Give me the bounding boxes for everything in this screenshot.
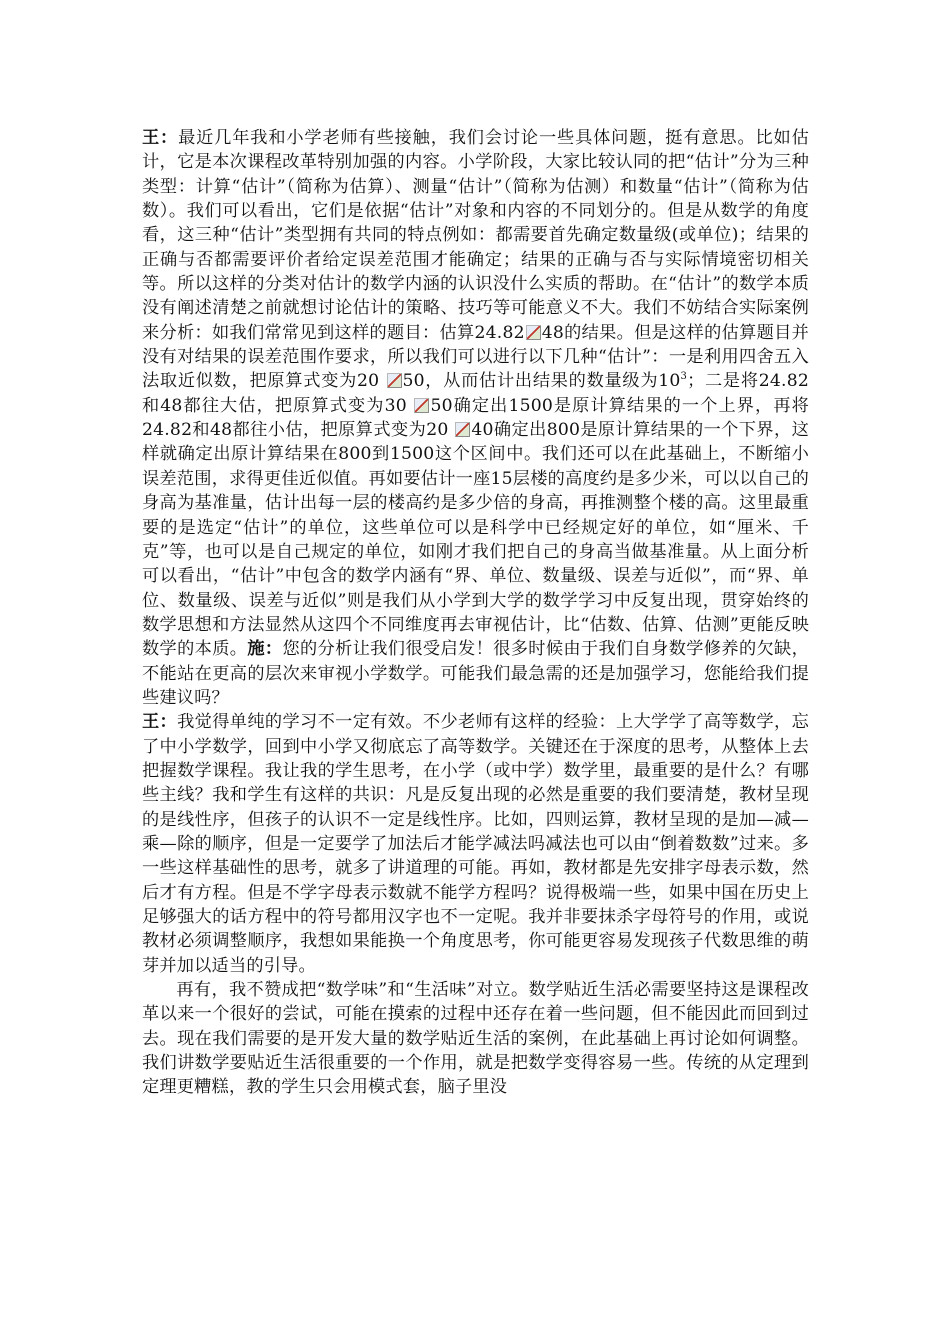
text-run: 您的分析让我们很受启发！很多时候由于我们自身数学修养的欠缺，不能站在更高的层次来审视小学数学。可能我们最急需的还是加强学习，您能给我们提些建议吗？ xyxy=(142,639,809,708)
paragraph-1 xyxy=(142,126,809,710)
broken-image-icon xyxy=(414,398,429,413)
broken-image-icon xyxy=(526,325,541,340)
text-run: 最近几年我和小学老师有些接触，我们会讨论一些具体问题，挺有意思。比如估计，它是本次课程改革特别加强的内容。小学阶段，大家比较认同的把“估计”分为三种类型：计算“估计”（简称为估算）、测量“估计”（简称为估测）和数量“估计”（简称为估数）。我们可以看出，它们是依据“估计”对象和内容的不同划分的。但是从数学的角度看，这三种“估计”类型拥有共同的特点例如：都需要首先确定数量级(或单位)；结果的正确与否都需要评价者给定误差范围才能确定；结果的正确与否与实际情境密切相关等。所以这样的分类对估计的数学内涵的认识没什么实质的帮助。在“估计”的数学本质没有阐述清楚之前就想讨论估计的策略、技巧等可能意义不大。我们不妨结合实际案例来分析：如我们常常见到这样的题目：估算24.82 xyxy=(142,128,809,343)
document-body xyxy=(142,126,809,1100)
text-run: 50确定出1500是原计算结果的一个上界，再将24.82和48都往小估，把原算式变为20 xyxy=(142,395,810,441)
speaker-shi: 施： xyxy=(247,639,283,660)
text-run: 我觉得单纯的学习不一定有效。不少老师有这样的经验：上大学学了高等数学，忘了中小学数学，回到中小学又彻底忘了高等数学。关键还在于深度的思考，从整体上去把握数学课程。我让我的学生思考，在小学（或中学）数学里，最重要的是什么？有哪些主线？我和学生有这样的共识：凡是反复出现的必然是重要的我们要清楚，教材呈现的是线性序，但孩子的认识不一定是线性序。比如，四则运算，教材呈现的是加—减—乘—除的顺序，但是一定要学了加法后才能学减法吗减法也可以由“倒着数数”过来。多一些这样基础性的思考，就多了讲道理的可能。再如，教材都是先安排字母表示数，然后才有方程。但是不学字母表示数就不能学方程吗？说得极端一些，如果中国在历史上足够强大的话方程中的符号都用汉字也不一定呢。我并非要抹杀字母符号的作用，或说教材必须调整顺序，我想如果能换一个角度思考，你可能更容易发现孩子代数思维的萌芽并加以适当的引导。 xyxy=(142,712,809,976)
broken-image-icon xyxy=(455,422,470,437)
speaker-wang: 王： xyxy=(142,712,178,733)
speaker-wang: 王： xyxy=(142,128,179,148)
superscript: 3 xyxy=(680,371,688,383)
broken-image-icon xyxy=(387,373,402,388)
text-run: 40确定出800是原计算结果的一个下界，这样就确定出原计算结果在800到1500这个区间中。我们还可以在此基础上，不断缩小误差范围，求得更佳近似值。再如要估计一座15层楼的高度约是多少米，可以以自己的身高为基准量，估计出每一层的楼高约是多少倍的身高，再推测整个楼的高。这里最重要的是选定“估计”的单位，这些单位可以是科学中已经规定好的单位，如“厘米、千克”等，也可以是自己规定的单位，如刚才我们把自己的身高当做基准量。从上面分析可以看出，“估计”中包含的数学内涵有“界、单位、数量级、误差与近似”，而“界、单位、数量级、误差与近似”则是我们从小学到大学的数学学习中反复出现，贯穿始终的数学思想和方法显然从这四个不同维度再去审视估计，比“估数、估算、估测”更能反映数学的本质。 xyxy=(142,420,809,660)
text-run: 48的结果。但是这样的估算题目并没有对结果的误差范围作要求，所以我们可以进行以下几种“估计”：一是利用四舍五入法取近似数，把原算式变为20 xyxy=(142,322,809,392)
text-run: ；二是将24.82和48都往大估，把原算式变为30 xyxy=(142,371,809,416)
paragraph-3: 再有，我不赞成把“数学味”和“生活味”对立。数学贴近生活必需要坚持这是课程改革以来一个很好的尝试，可能在摸索的过程中还存在着一些问题，但不能因此而回到过去。现在我们需要的是开发大量的数学贴近生活的案例，在此基础上再讨论如何调整。我们讲数学要贴近生活很重要的一个作用，就是把数学变得容易一些。传统的从定理到定理更糟糕，教的学生只会用模式套，脑子里没 xyxy=(142,980,809,1098)
paragraph-2 xyxy=(142,710,809,978)
text-run: 50，从而估计出结果的数量级为10 xyxy=(402,371,681,392)
